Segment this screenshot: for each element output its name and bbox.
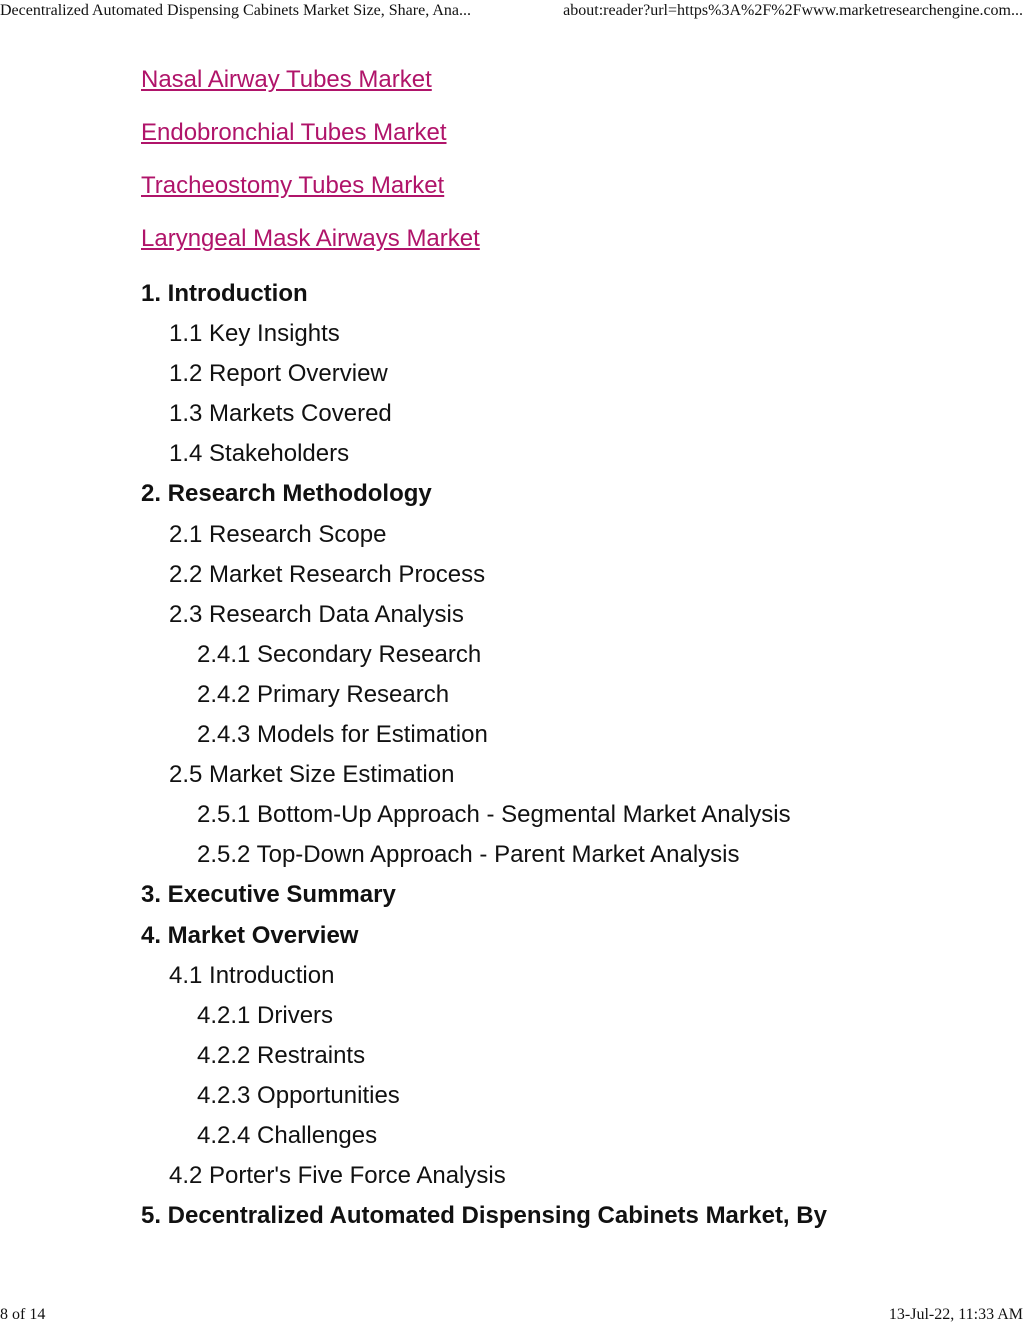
toc-item: 4.2.4 Challenges [197,1121,378,1149]
page-title: Decentralized Automated Dispensing Cabinets Market Size, Share, Ana... [0,2,471,19]
toc-item: 2.5.1 Bottom-Up Approach - Segmental Market Analysis [197,801,791,829]
toc-item: 4.1 Introduction [169,961,335,989]
toc-item: 4.2 Porter's Five Force Analysis [169,1162,506,1190]
print-footer [0,1306,1024,1326]
related-links [141,62,1001,274]
page-number: 8 of 14 [0,1306,46,1323]
toc-item: 1.1 Key Insights [169,320,340,348]
related-link-laryngeal-mask-airways[interactable]: Laryngeal Mask Airways Market [141,225,480,252]
toc-item: 1.2 Report Overview [169,360,388,388]
toc-item: 2.4.1 Secondary Research [197,640,482,668]
related-link-endobronchial-tubes[interactable]: Endobronchial Tubes Market [141,119,447,146]
toc-item: 2.5 Market Size Estimation [169,761,455,789]
toc-item: 5. Decentralized Automated Dispensing Cabinets Market, By [141,1202,827,1230]
print-header [0,2,1024,22]
toc-item: 4.2.3 Opportunities [197,1081,400,1109]
toc-item: 2.3 Research Data Analysis [169,600,464,628]
table-of-contents [141,274,1001,1236]
print-timestamp: 13-Jul-22, 11:33 AM [888,1306,1023,1323]
toc-item: 4.2.2 Restraints [197,1041,366,1069]
toc-item: 4. Market Overview [141,921,359,949]
related-link-tracheostomy-tubes[interactable]: Tracheostomy Tubes Market [141,172,445,199]
toc-item: 3. Executive Summary [141,881,396,909]
toc-item: 2.4.3 Models for Estimation [197,721,488,749]
reader-content [141,62,1001,1236]
page-url: about:reader?url=https%3A%2F%2Fwww.marketresearchengine.com... [563,2,1023,19]
toc-item: 2.5.2 Top-Down Approach - Parent Market Analysis [197,841,740,869]
toc-item: 1.3 Markets Covered [169,400,392,428]
toc-item: 1. Introduction [141,280,308,307]
toc-item: 1.4 Stakeholders [169,440,350,468]
toc-item: 2.4.2 Primary Research [197,680,450,708]
toc-item: 2.1 Research Scope [169,520,387,548]
toc-item: 4.2.1 Drivers [197,1001,334,1029]
toc-item: 2.2 Market Research Process [169,560,486,588]
toc-item: 2. Research Methodology [141,480,432,508]
related-link-nasal-airway-tubes[interactable]: Nasal Airway Tubes Market [141,66,432,93]
